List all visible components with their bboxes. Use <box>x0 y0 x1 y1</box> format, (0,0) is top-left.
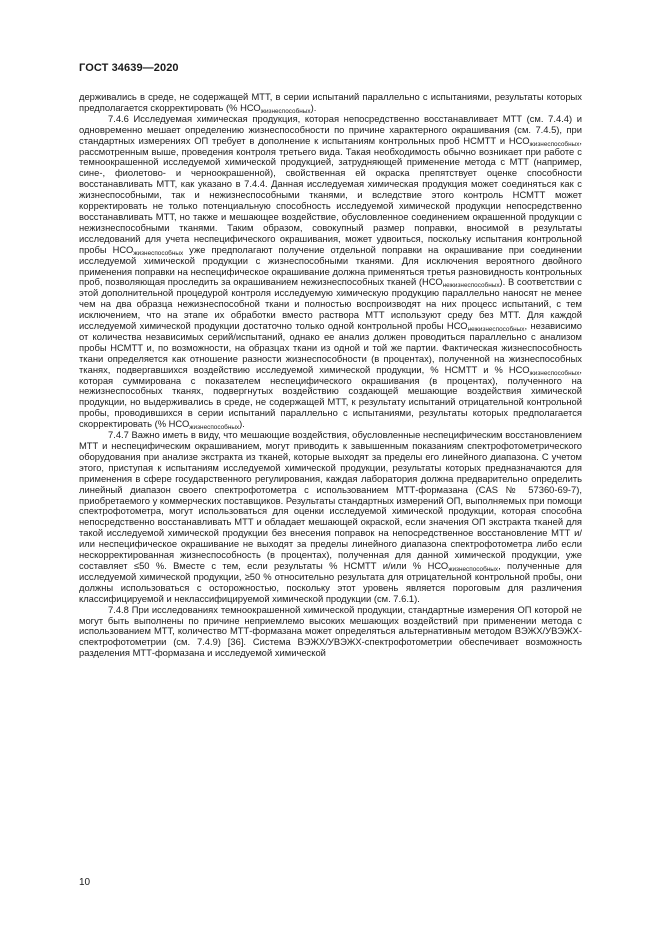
paragraph-7-4-8 <box>79 605 582 660</box>
subscript: нежизнеспособных <box>467 326 525 334</box>
subscript: жизнеспособных <box>529 140 580 148</box>
document-header: ГОСТ 34639—2020 <box>79 62 179 74</box>
subscript: жизнеспособных <box>133 249 184 257</box>
text-run: ). <box>310 101 317 113</box>
text-run: 7.4.6 Исследуемая химическая продукция, которая непосредственно восстанавливает МТТ (см. 7.4.4) и одновременно мешает определению жизнеспособности по причине характерного окрашивания (см. 7.4.5), при стандартных измерениях ОП требует в дополнение к испытаниям контрольных проб НСМТТ и НСО <box>79 112 582 146</box>
text-run: , рассмотренным выше, проведения контроля третьего вида. Такая необходимость обычно возникает при работе с темноокрашенной исследуемой химической продукцией, затрудняющей применение метода с МТТ (например, сине-, фиолетово- и черноокрашенной), свойственная ей окраска препятствует оценке способности восстанавливать МТТ, как указано в 7.4.4. Данная исследуемая химическая продукция может соединяться как с жизнеспособными, так и нежизнеспособными тканями, и вследствие этого контроль НСМТТ может корректировать не только потенциальную способность исследуемой химической продукции непосредственно восстанавливать МТТ, но также и мешающее воздействие, обусловленное соединением окрашенной продукции с нежизнеспособными тканями. Таким образом, совокупный размер поправки, вносимой в результаты исследований для учета неспецифического окрашивания, может удвоиться, поскольку испытания контрольной пробы НСО <box>79 134 582 255</box>
paragraph-continuation <box>79 92 582 114</box>
document-body <box>79 92 582 659</box>
text-run: ). В соответствии с этой дополнительной процедурой контроля исследуемую химическую продукцию параллельно наносят не менее чем на два образца нежизнеспособной ткани и полностью воспроизводят на них процесс испытаний, с тем исключением, что на этапе их обработки вместо раствора МТТ используют среду без МТТ. Для каждой исследуемой химической продукции достаточно только одной контрольной пробы НСО <box>79 276 582 332</box>
text-run: , которая суммирована с показателем неспецифического окрашивания (в процентах), полученного на нежизнеспособных тканях, подвергнутых воздействию создающей мешающие воздействия химической продукции, но выдерживались в среде, не содержащей МТТ, к результату испытаний отрицательной контрольной пробы, проводившихся в серии испытаний параллельно с испытаниями, результаты которых предполагается скорректировать (% НСО <box>79 363 582 430</box>
text-run: 7.4.7 Важно иметь в виду, что мешающие воздействия, обусловленные неспецифическим восстановлением МТТ и неспецифическим окрашиванием, могут приводить к завышенным показаниям спектрофотометрического оборудования при анализе экстракта из тканей, которые выходят за пределы его линейного диапазона. С учетом этого, приступая к испытаниям исследуемой химической продукции, результаты которых предназначаются для применения в сфере государственного регулирования, каждая лаборатория должна предварительно определить линейный диапазон своего спектрофотометра с использованием МТТ-формазана (CAS № 57360-69-7), приобретаемого у коммерческих поставщиков. Результаты стандартных измерений ОП, выполняемых при помощи спектрофотометра, могут использоваться для оценки исследуемой химической продукции, которая способна непосредственно восстанавливать МТТ и обладает мешающей окраской, если значения ОП экстракта тканей для такой исследуемой химической продукции без внесения поправок на непосредственное восстановление МТТ и/или неспецифическое окрашивание не выходят за пределы линейного диапазона спектрофотометра либо если нескорректированная жизнеспособность (в процентах), полученная для данной химической продукции, уже составляет ≤50 %. Вместе с тем, если результаты % НСМТТ и/или % НСО <box>79 429 582 571</box>
text-run: 7.4.8 При исследованиях темноокрашенной химической продукции, стандартные измерения ОП которой не могут быть выполнены по причине неприемлемо высоких мешающих воздействий при применении метода с использованием МТТ, количество МТТ-формазана может определяться альтернативным методом ВЭЖХ/УВЭЖХ-спектрофотометрии (см. 7.4.9) [36]. Система ВЭЖХ/УВЭЖХ-спектрофотометрии обеспечивает возможность разделения МТТ-формазана и исследуемой химической <box>79 603 582 659</box>
subscript: жизнеспособных <box>260 107 311 115</box>
page-number: 10 <box>79 877 91 888</box>
paragraph-7-4-6 <box>79 114 582 430</box>
text-run: , полученные для исследуемой химической продукции, ≥50 % относительно результата для отрицательной контрольной пробы, они должны использоваться с осторожностью, поскольку этот уровень является пороговым для различения классифицируемой и неклассифицируемой химической продукции (см. 7.6.1). <box>79 559 582 604</box>
paragraph-7-4-7 <box>79 430 582 605</box>
subscript: жизнеспособных <box>529 369 580 377</box>
text-run: уже предполагают получение отдельной поправки на окрашивание при соединении исследуемой химической продукции с жизнеспособными тканями. Для исключения вероятного двойного применения поправки на неспецифическое окрашивание должна применяться третья разновидность контрольных проб, позволяющая проследить за окрашиванием нежизнеспособных тканей (НСО <box>79 243 582 288</box>
subscript: жизнеспособных <box>189 424 240 432</box>
text-run: , независимо от количества независимых серий/испытаний, однако ее анализ должен проводиться параллельно с анализом пробы НСМТТ и, по возможности, на образцах ткани из одной и той же партии. Фактическая жизнеспособность ткани определяется как отношение разности жизнеспособности (в процентах), полученной на жизнеспособных тканях, подвергавшихся воздействию исследуемой химической продукции, % НСМТТ и % НСО <box>79 320 582 375</box>
text-run: держивались в среде, не содержащей МТТ, в серии испытаний параллельно с испытаниями, результаты которых предполагается скорректировать (% НСО <box>79 91 582 113</box>
text-run: ). <box>239 418 245 430</box>
subscript: жизнеспособных <box>448 565 499 573</box>
subscript: нежизнеспособных <box>442 282 500 290</box>
